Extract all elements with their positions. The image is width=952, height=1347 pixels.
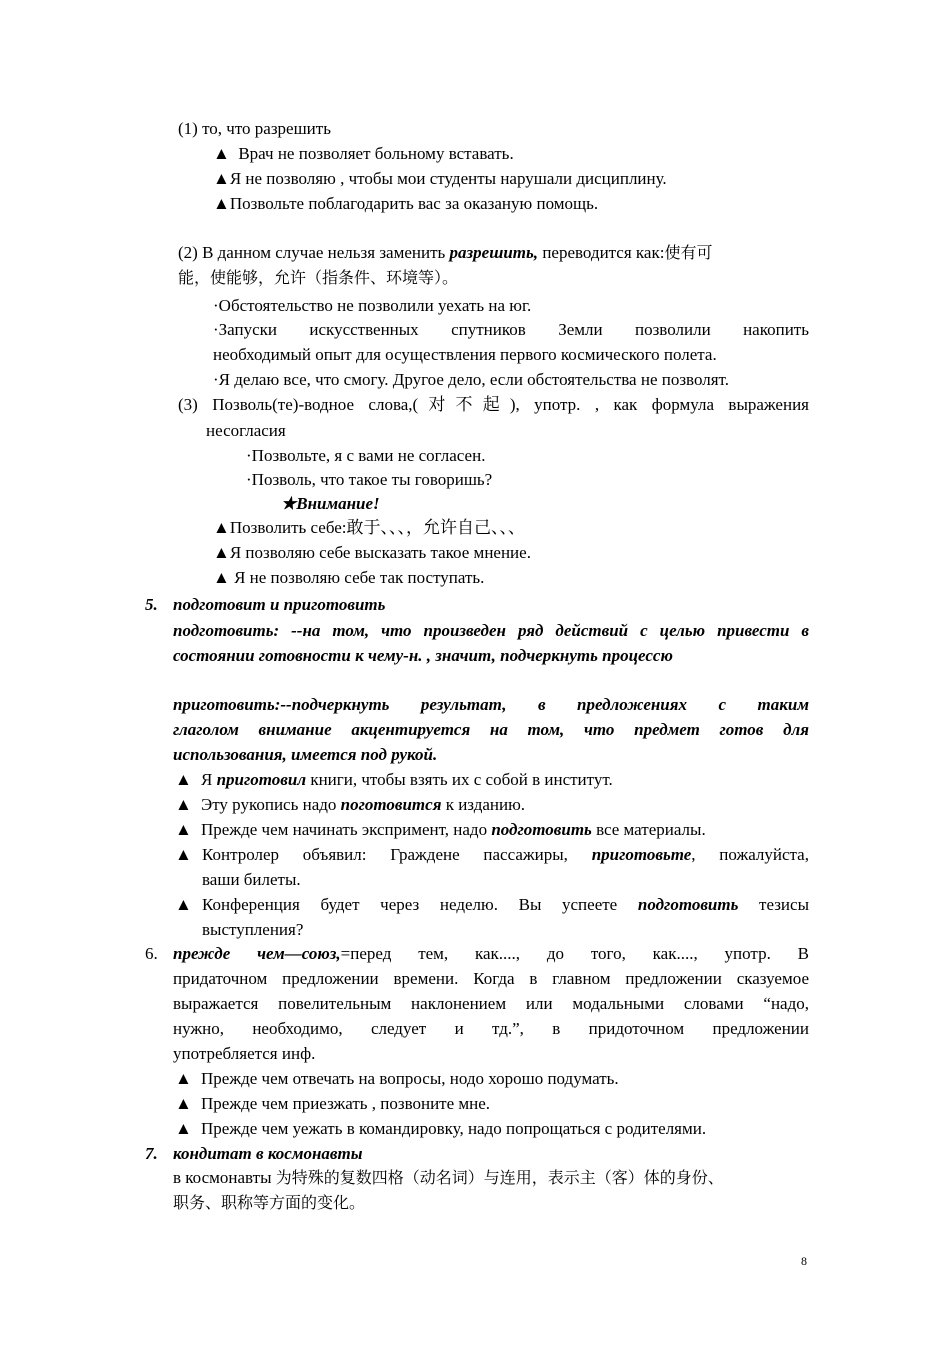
section-5-def-1-cont: состоянии готовности к чему-н. , значит, подчеркнуть процессю xyxy=(173,646,673,665)
section-2-intro: (2) В данном случае нельзя заменить разрешить, переводится как:使有可 xyxy=(178,243,713,262)
section-5-example-4 xyxy=(175,844,195,866)
section-2-example-2: ·Запуски искусственных спутников Земли позволили накопить xyxy=(213,320,809,339)
section-6-number: 6. xyxy=(145,944,158,963)
section-5-example-5-cont: выступления? xyxy=(202,920,304,939)
section-6-example-3: ▲ Прежде чем уежать в командировку, надо попрощаться с родителями. xyxy=(175,1119,707,1138)
section-5-def-2-line-2: глаголом внимание акцентируется на том, что предмет готов для xyxy=(173,720,809,739)
triangle-icon: ▲ xyxy=(175,1119,192,1138)
section-6-line-2: придаточном предложении времени. Когда в главном предложении сказуемое xyxy=(173,969,809,988)
section-1-example-2: ▲Я не позволяю , чтобы мои студенты нарушали дисциплину. xyxy=(213,169,667,188)
section-7-line-2: 职务、职称等方面的变化。 xyxy=(173,1193,366,1212)
section-3-example-2: ·Позволь, что такое ты говоришь? xyxy=(246,470,493,489)
section-3-triangle-2: ▲Я позволяю себе высказать такое мнение. xyxy=(213,543,531,562)
section-2-example-2-cont: необходимый опыт для осуществления первого космического полета. xyxy=(213,345,717,364)
section-5-def-2-line-3: использования, имеется под рукой. xyxy=(173,745,438,764)
section-3-triangle-3: ▲ Я не позволяю себе так поступать. xyxy=(213,568,485,587)
section-6-example-1: ▲ Прежде чем отвечать на вопросы, нодо хорошо подумать. xyxy=(175,1069,619,1088)
section-6-line-5: употребляется инф. xyxy=(173,1044,316,1063)
section-5-def-2: приготовить:--подчеркнуть результат, в предложениях с таким xyxy=(173,695,809,714)
section-6-line-4: нужно, необходимо, следует и тд.”, в придоточном предложении xyxy=(173,1019,809,1038)
triangle-icon: ▲ xyxy=(213,194,230,213)
section-3-heading: (3) Позволь(те)-водное слова,(对不起), употр. , как формула выражения xyxy=(178,395,809,414)
section-2-example-3: ·Я делаю все, что смогу. Другое дело, если обстоятельства не позволят. xyxy=(213,370,729,389)
attention-note: ★Внимание! xyxy=(281,494,380,513)
section-2-example-1: ·Обстоятельство не позволили уехать на юг. xyxy=(213,296,532,315)
section-3-example-1: ·Позвольте, я с вами не согласен. xyxy=(246,446,486,465)
section-6-example-2: ▲ Прежде чем приезжать , позвоните мне. xyxy=(175,1094,491,1113)
section-1-example-1: ▲ Врач не позволяет больному вставать. xyxy=(213,144,514,163)
section-2-intro-line-2: 能，使能够，允许（指条件、环境等）。 xyxy=(178,268,459,287)
triangle-icon: ▲ xyxy=(175,795,192,814)
section-5-example-1: ▲ Я приготовил книги, чтобы взять их с собой в институт. xyxy=(175,770,613,789)
section-5-def-1: подготовить: --на том, что произведен ряд действий с целью привести в xyxy=(173,621,809,640)
section-1-heading: (1) то, что разрешить xyxy=(178,119,331,138)
section-5-example-2: ▲ Эту рукопись надо поготовится к изданию. xyxy=(175,795,526,814)
section-6-line-3: выражается повелительным наклонением или модальными словами “надо, xyxy=(173,994,809,1013)
section-5-title: подготовит и приготовить xyxy=(173,595,386,614)
section-3-heading-cont: несогласия xyxy=(206,421,286,440)
section-5-example-3: ▲ Прежде чем начинать экспримент, надо подготовить все материалы. xyxy=(175,820,706,839)
page-number: 8 xyxy=(801,1254,807,1268)
triangle-icon: ▲ xyxy=(175,1069,192,1088)
section-3-triangle-1: ▲Позволить себе:敢于、、、，允许自己、、、 xyxy=(213,518,526,537)
section-5-example-5 xyxy=(175,894,195,916)
section-5-example-4-cont: ваши билеты. xyxy=(202,870,301,889)
section-1-example-3: ▲Позвольте поблагодарить вас за оказаную помощь. xyxy=(213,194,599,213)
triangle-icon: ▲ xyxy=(175,820,192,839)
section-7-number: 7. xyxy=(145,1144,158,1163)
section-5-example-4-text: Контролер объявил: Граждене пассажиры, приготовьте, пожалуйста, xyxy=(202,845,809,864)
triangle-icon: ▲ xyxy=(175,1094,192,1113)
triangle-icon: ▲ xyxy=(175,845,192,864)
triangle-icon: ▲ xyxy=(175,895,192,914)
section-6-heading: прежде чем—союз,=перед тем, как...., до того, как...., употр. В xyxy=(173,944,809,963)
triangle-icon: ▲ xyxy=(175,770,192,789)
section-7-line-1: в космонавты 为特殊的复数四格（动名词）与连用，表示主（客）体的身份、 xyxy=(173,1168,724,1187)
section-7-title: кондитат в космонавты xyxy=(173,1144,363,1163)
triangle-icon: ▲ xyxy=(213,169,230,188)
triangle-icon: ▲ xyxy=(213,144,230,163)
section-5-number: 5. xyxy=(145,595,158,614)
section-5-example-5-text: Конференция будет через неделю. Вы успеете подготовить тезисы xyxy=(202,895,809,914)
